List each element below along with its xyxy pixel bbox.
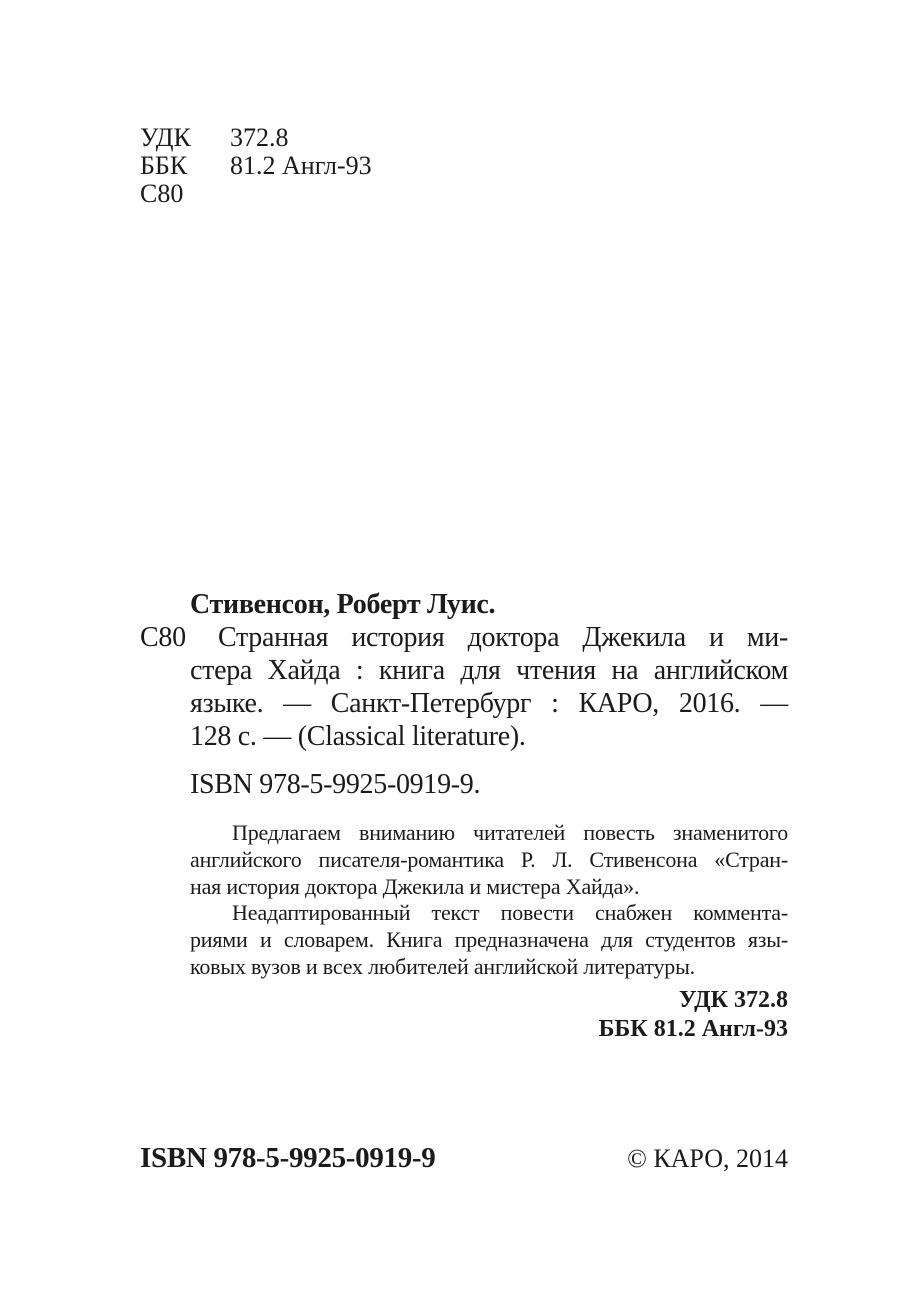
bbk-bold: ББК 81.2 Англ-93 [598, 1016, 788, 1042]
udk-value: 372.8 [230, 123, 289, 152]
annotation-line: Неадаптированный текст повести снабжен коммента- [232, 900, 788, 926]
annotation-line: ная история доктора Джекила и мистера Хайда». [190, 873, 640, 899]
udk-bold: УДК 372.8 [678, 987, 788, 1013]
bbk-row [140, 152, 372, 180]
annotation-line: Предлагаем вниманию читателей повесть знаменитого [232, 820, 788, 845]
annotation-block [190, 820, 788, 981]
annotation-line: ковых вузов и всех любителей английской литературы. [190, 953, 695, 979]
catalog-card [140, 588, 788, 801]
footer-line [140, 1142, 788, 1175]
top-classification-block [140, 124, 372, 208]
annotation-line: английского писателя-романтика Р. Л. Стивенсона «Стран- [190, 846, 788, 872]
bbk-label: ББК [140, 151, 188, 180]
classification-right-block [599, 986, 788, 1044]
footer-isbn: ISBN 978-5-9925-0919-9 [140, 1142, 436, 1174]
entry-code-label: С80 [140, 179, 184, 208]
annotation-line: риями и словарем. Книга предназначена для студентов язы- [190, 927, 788, 953]
copyright-notice: © КАРО, 2014 [627, 1144, 788, 1173]
author-heading: Стивенсон, Роберт Луис. [190, 589, 496, 620]
bbk-value: 81.2 Англ-93 [230, 151, 372, 180]
title-line-text: Странная история доктора Джекила и ми- [218, 622, 788, 653]
title-line: языке. — Санкт-Петербург : КАРО, 2016. — [190, 688, 788, 719]
entry-code-row [140, 180, 372, 208]
card-isbn: ISBN 978-5-9925-0919-9. [190, 769, 481, 800]
entry-code: С80 [140, 622, 186, 653]
title-line: 128 с. — (Classical literature). [190, 721, 526, 752]
udk-label: УДК [140, 123, 191, 152]
udk-row [140, 124, 372, 152]
title-line: стера Хайда : книга для чтения на английском [190, 655, 788, 686]
title-line [140, 621, 788, 654]
